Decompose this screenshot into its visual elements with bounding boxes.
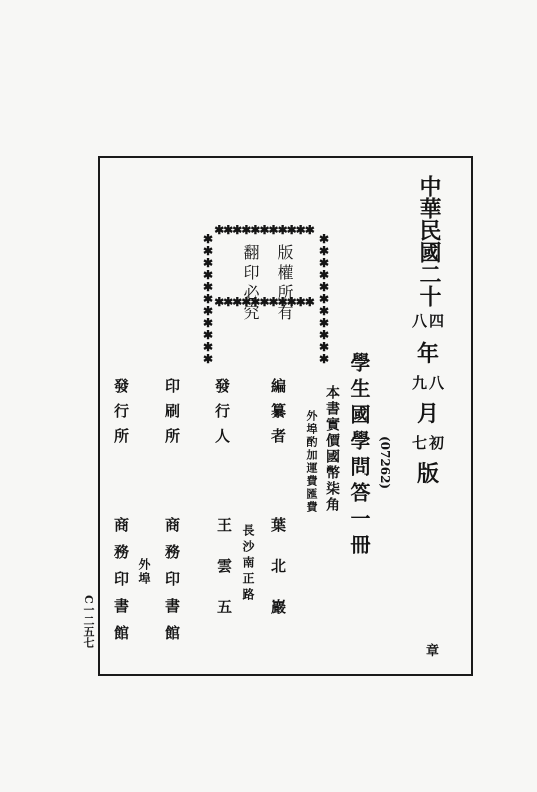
book-code: (07262) [378,436,392,490]
year-first: 四 [429,312,445,330]
copyright-border-top: ✱✱✱✱✱✱✱✱✱✱✱ [214,223,314,237]
distributor-note: 外埠 [137,558,151,586]
edge-code: C一二五七 [82,595,95,648]
editor-name: 葉北巖 [269,517,287,640]
printer-name: 商務印書館 [163,517,181,652]
year-second: 八 [411,312,427,330]
month-char: 月 [416,401,439,427]
publisher-address: 長沙南正路 [241,524,255,604]
edition-second: 七 [411,434,427,452]
date-block [408,310,448,488]
publisher-name: 王雲五 [215,517,233,640]
book-title: 學生國學問答一冊 [347,352,371,560]
copyright-border-left: ✱✱✱✱✱✱✱✱✱✱✱ [201,232,215,364]
book-price-extra: 外埠酌加運費匯費 [305,410,318,514]
seal-mark: 章 [426,644,440,659]
edition-first: 初 [429,434,445,452]
distributor-label: 發行所 [112,378,130,453]
copyright-border-right: ✱✱✱✱✱✱✱✱✱✱✱ [317,232,331,364]
publisher-label: 發行人 [213,378,231,453]
edition-char: 版 [416,461,439,487]
year-char: 年 [416,341,439,367]
printer-label: 印刷所 [163,378,181,453]
book-price: 本書實價國幣柒角 [324,385,340,513]
date-line: 中華民國二十 [416,175,442,307]
copyright-box [199,222,331,364]
distributor-name: 商務印書館 [112,517,130,652]
month-first: 八 [429,374,445,392]
copyright-line-1: 版權所有 [275,244,294,324]
copyright-line-2: 翻印必究 [241,244,260,324]
editor-label: 編纂者 [269,378,287,453]
month-second: 九 [411,374,427,392]
copyright-border-bottom: ✱✱✱✱✱✱✱✱✱✱✱ [214,295,314,309]
